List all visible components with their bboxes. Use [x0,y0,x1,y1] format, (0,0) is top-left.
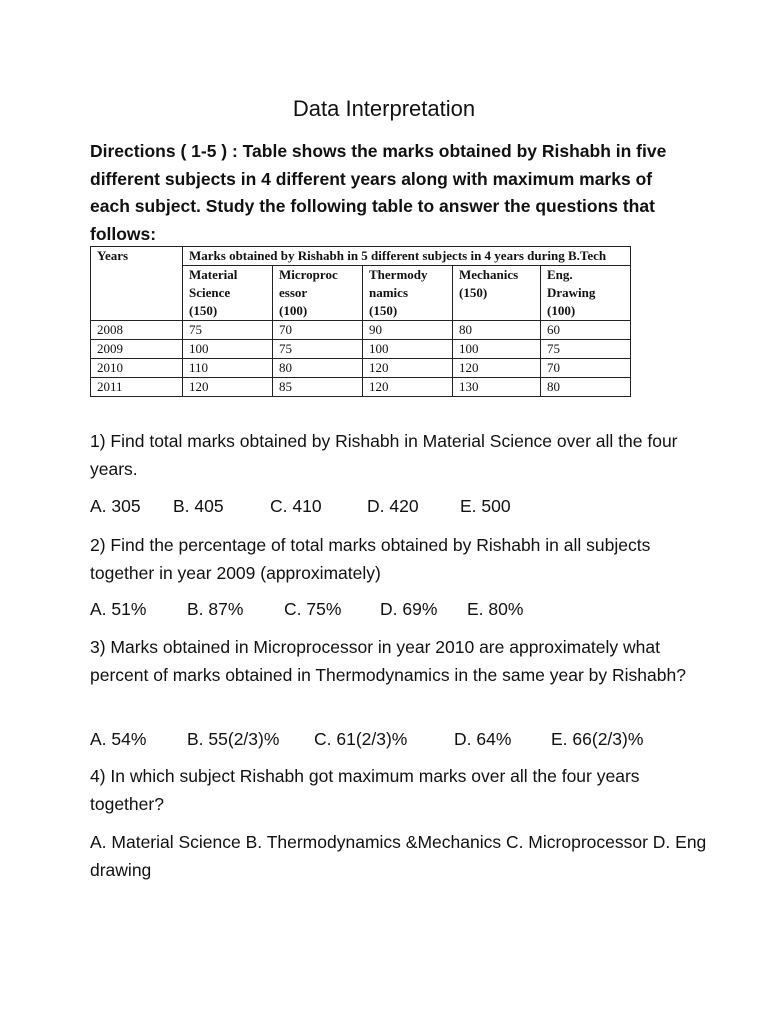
option-b: B. 87% [187,599,244,619]
table-cell: 75 [273,340,363,359]
option-b: B. 55(2/3)% [187,729,280,749]
table-cell: 85 [273,378,363,397]
option-d: D. 69% [380,599,438,619]
table-cell: 120 [183,378,273,397]
table-row [91,321,631,340]
table-cell: 130 [453,378,541,397]
marks-table [90,246,631,397]
year-cell: 2010 [91,359,183,378]
option-a: A. 51% [90,599,147,619]
table-cell: 75 [541,340,631,359]
table-cell: 70 [273,321,363,340]
question-4-text: 4) In which subject Rishabh got maximum marks over all the four years together? [90,766,640,814]
question-1-options [90,492,710,520]
option-e: E. 500 [460,496,511,516]
question-1-text: 1) Find total marks obtained by Rishabh in Material Science over all the four years. [90,431,678,479]
table-cell: 100 [183,340,273,359]
table-row [91,378,631,397]
table-cell: 120 [363,378,453,397]
option-d: D. 64% [454,729,512,749]
year-cell: 2009 [91,340,183,359]
option-d: D. 420 [367,496,419,516]
table-header-row [91,247,631,266]
table-row [91,340,631,359]
question-2-text: 2) Find the percentage of total marks obtained by Rishabh in all subjects together in year 2009 (approximately) [90,535,651,583]
table-cell: 70 [541,359,631,378]
directions-paragraph: Directions ( 1-5 ) : Table shows the marks obtained by Rishabh in five different subjects in 4 different years along with maximum marks of each subject. Study the following table to answer the questions that follows: [90,141,667,244]
option-e: E. 66(2/3)% [551,729,644,749]
subject-header: Eng. Drawing (100) [541,266,631,321]
table-cell: 80 [273,359,363,378]
year-cell: 2008 [91,321,183,340]
table-cell: 60 [541,321,631,340]
subject-header: Microproc essor (100) [273,266,363,321]
option-c: C. 410 [270,496,322,516]
table-cell: 100 [453,340,541,359]
option-e: E. 80% [467,599,524,619]
table-cell: 80 [453,321,541,340]
subject-header: Thermody namics (150) [363,266,453,321]
subject-header: Mechanics (150) [453,266,541,321]
option-c: C. 75% [284,599,342,619]
question-3-options [90,725,710,753]
option-b: B. 405 [173,496,224,516]
table-cell: 120 [363,359,453,378]
question-4-options: A. Material Science B. Thermodynamics &Mechanics C. Microprocessor D. Eng drawing [90,832,707,880]
option-a: A. 305 [90,496,141,516]
table-cell: 80 [541,378,631,397]
question-2-options [90,595,710,623]
subject-header: Material Science (150) [183,266,273,321]
page-title: Data Interpretation [292,96,476,121]
question-3-text: 3) Marks obtained in Microprocessor in year 2010 are approximately what percent of marks obtained in Thermodynamics in the same year by Rishabh? [90,637,686,685]
table-cell: 90 [363,321,453,340]
table-caption: Marks obtained by Rishabh in 5 different subjects in 4 years during B.Tech [183,247,631,266]
years-header: Years [91,247,183,321]
table-cell: 120 [453,359,541,378]
table-cell: 100 [363,340,453,359]
table-cell: 75 [183,321,273,340]
table-cell: 110 [183,359,273,378]
option-c: C. 61(2/3)% [314,729,408,749]
year-cell: 2011 [91,378,183,397]
option-a: A. 54% [90,729,147,749]
table-row [91,359,631,378]
